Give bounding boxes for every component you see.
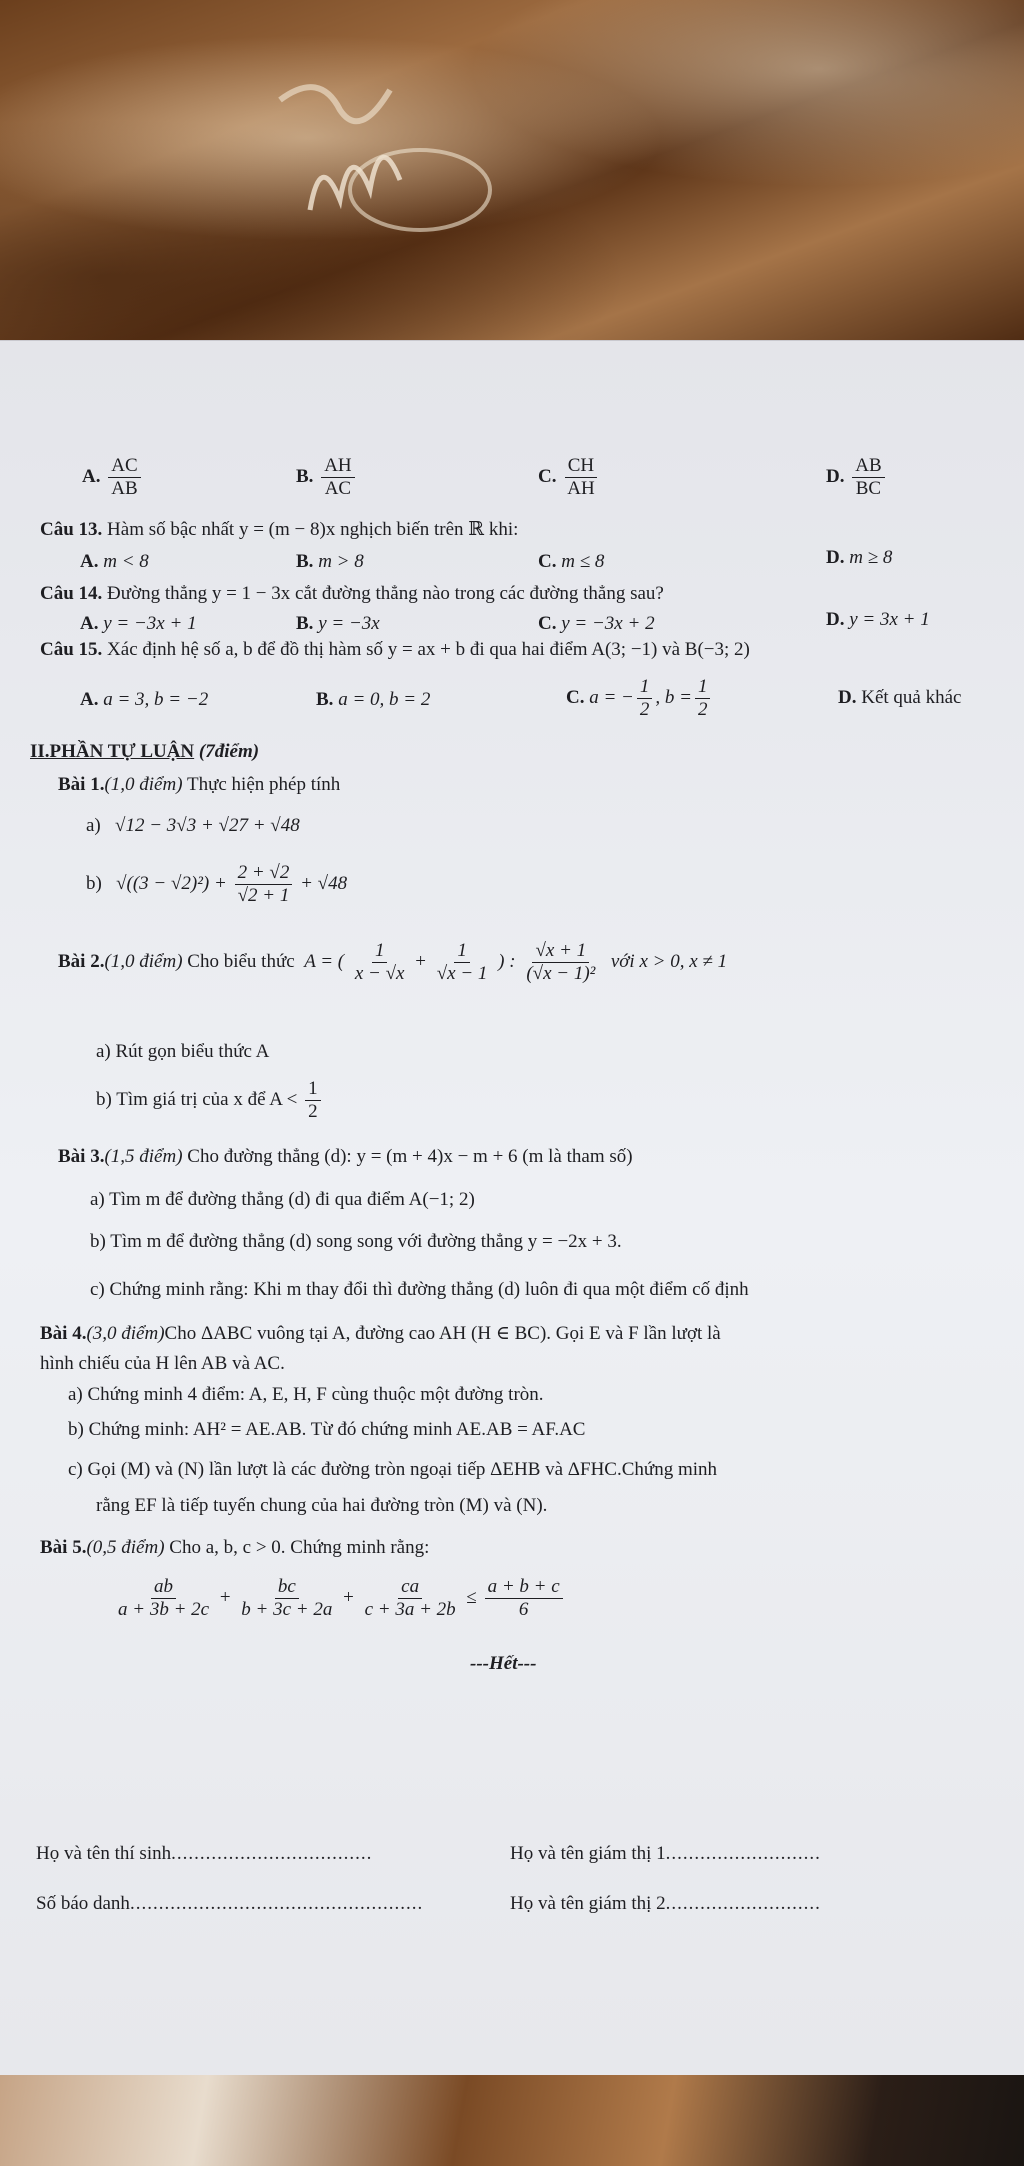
part-text: b) Tìm m để đường thẳng (d) song song với đường thẳng y = −2x + 3.: [90, 1231, 622, 1252]
q13-option-c: [538, 550, 604, 574]
footer-sbd: [36, 1892, 423, 1916]
numerator: a + b + c: [485, 1576, 563, 1599]
option-text: y = −3x: [318, 613, 380, 634]
denominator: a + 3b + 2c: [118, 1599, 210, 1620]
fraction: [115, 1576, 212, 1621]
numerator: 1: [372, 940, 388, 963]
numerator: ab: [151, 1576, 176, 1599]
option-label: C.: [538, 613, 557, 634]
bai1-part-b: [86, 862, 347, 907]
question-label: Câu 13.: [40, 519, 103, 540]
denominator: b + 3c + 2a: [241, 1599, 333, 1620]
problem-text: Thực hiện phép tính: [186, 774, 341, 795]
denominator: 2: [697, 699, 708, 720]
desk-scribble-drawing: [270, 60, 570, 260]
bai4-part-c-line2: [96, 1494, 547, 1518]
option-text: m < 8: [103, 551, 149, 572]
part-text: rằng EF là tiếp tuyến chung của hai đường tròn (M) và (N).: [96, 1495, 548, 1516]
fraction: [352, 940, 408, 985]
part-text: c) Chứng minh rằng: Khi m thay đổi thì đường thẳng (d) luôn đi qua một điểm cố định: [90, 1279, 749, 1300]
field-label: Họ và tên thí sinh: [36, 1843, 172, 1864]
question-label: Câu 14.: [40, 583, 103, 604]
fraction: [637, 676, 653, 721]
problem-label: Bài 3.: [58, 1146, 105, 1167]
desk-background-top: [0, 0, 1024, 345]
part-label: a): [86, 815, 101, 836]
expression: A = (: [304, 950, 345, 972]
operator: +: [415, 950, 426, 972]
q13-option-a: [80, 550, 149, 574]
q15-stem: [40, 638, 750, 662]
option-text: a = 0, b = 2: [338, 689, 431, 710]
option-label: A.: [82, 465, 101, 487]
operator: +: [343, 1586, 354, 1608]
bai5-inequality: [112, 1576, 566, 1621]
part-text: a) Tìm m để đường thẳng (d) đi qua điểm A(−1; 2): [90, 1189, 475, 1210]
q12-option-b: [296, 455, 358, 500]
option-text: y = −3x + 2: [561, 613, 655, 634]
denominator: 6: [518, 1599, 529, 1620]
problem-text: Cho ΔABC vuông tại A, đường cao AH (H ∈ BC). Gọi E và F lần lượt là: [164, 1323, 721, 1344]
denominator: AC: [324, 478, 352, 499]
part-text: a) Rút gọn biểu thức A: [96, 1041, 270, 1062]
q14-option-c: [538, 612, 655, 636]
problem-text: Cho a, b, c > 0. Chứng minh rằng:: [169, 1537, 430, 1558]
q13-stem: [40, 518, 518, 542]
option-label: B.: [296, 465, 314, 487]
expression: √((3 − √2)²) +: [116, 872, 227, 894]
option-label: A.: [80, 551, 99, 572]
option-text: a = 3, b = −2: [103, 689, 209, 710]
part-label: b): [86, 872, 102, 894]
q14-option-b: [296, 612, 380, 636]
option-text: m ≤ 8: [561, 551, 605, 572]
operator: ≤: [466, 1586, 477, 1608]
bai2-part-a: [96, 1040, 269, 1064]
bai4-stem: [40, 1322, 721, 1346]
problem-label: Bài 1.: [58, 774, 105, 795]
denominator: √2 + 1: [237, 885, 290, 906]
fraction: [485, 1576, 563, 1621]
numerator: 1: [454, 940, 470, 963]
numerator: ca: [398, 1576, 422, 1599]
numerator: AB: [852, 455, 884, 478]
bai3-stem: [58, 1145, 633, 1169]
bai4-part-c: [68, 1458, 717, 1482]
numerator: 1: [305, 1078, 321, 1101]
section-2-heading: [30, 740, 259, 764]
condition: với x > 0, x ≠ 1: [610, 950, 728, 972]
problem-points: (1,5 điểm): [104, 1146, 183, 1167]
q13-option-b: [296, 550, 364, 574]
fraction: [564, 455, 597, 500]
fill-line: ...................................................: [129, 1893, 424, 1914]
fill-line: ...........................: [665, 1893, 821, 1914]
numerator: bc: [275, 1576, 299, 1599]
field-label: Họ và tên giám thị 2: [510, 1893, 666, 1914]
problem-text: hình chiếu của H lên AB và AC.: [40, 1353, 285, 1374]
problem-points: (0,5 điểm): [86, 1537, 165, 1558]
option-text: y = 3x + 1: [849, 609, 930, 630]
option-label: D.: [838, 687, 857, 708]
denominator: 2: [639, 699, 650, 720]
bai1-part-a: [86, 814, 300, 838]
option-label: C.: [538, 551, 557, 572]
expression: √12 − 3√3 + √27 + √48: [115, 815, 300, 836]
q12-option-c: [538, 455, 601, 500]
option-label: C.: [566, 686, 585, 708]
q14-stem: [40, 582, 664, 606]
q12-option-a: [82, 455, 144, 500]
denominator: AH: [567, 478, 595, 499]
fraction: [362, 1576, 459, 1621]
question-text: Xác định hệ số a, b để đồ thị hàm số y = ax + b đi qua hai điểm A(3; −1) và B(−3; 2): [107, 639, 750, 660]
numerator: 1: [637, 676, 653, 699]
problem-points: (1,0 điểm): [104, 950, 183, 972]
bai3-part-b: [90, 1230, 622, 1254]
option-label: D.: [826, 547, 845, 568]
bai2-stem: [58, 940, 727, 985]
denominator: √x − 1: [436, 963, 488, 984]
q15-option-c: [566, 676, 713, 721]
part-text: c) Gọi (M) và (N) lần lượt là các đường tròn ngoại tiếp ΔEHB và ΔFHC.Chứng minh: [68, 1459, 718, 1480]
problem-label: Bài 2.: [58, 950, 105, 972]
fraction: [238, 1576, 335, 1621]
fraction: [434, 940, 491, 985]
fraction: [321, 455, 354, 500]
option-label: C.: [538, 465, 557, 487]
option-label: B.: [296, 551, 314, 572]
bai4-stem-line2: [40, 1352, 285, 1376]
section-title: II.PHẦN TỰ LUẬN: [30, 741, 195, 762]
bai3-part-c: [90, 1278, 749, 1302]
expression: + √48: [300, 872, 348, 894]
option-text: m > 8: [318, 551, 364, 572]
problem-text: Cho biểu thức: [187, 950, 295, 972]
option-text: a = −: [589, 686, 634, 708]
fraction: [108, 455, 140, 500]
q14-option-d: [826, 608, 930, 632]
numerator: 2 + √2: [235, 862, 293, 885]
problem-label: Bài 5.: [40, 1537, 87, 1558]
section-points: (7điểm): [198, 741, 260, 762]
option-label: A.: [80, 689, 99, 710]
option-label: B.: [316, 689, 334, 710]
field-label: Số báo danh: [36, 1893, 130, 1914]
numerator: CH: [565, 455, 597, 478]
footer-invigilator-2: [510, 1892, 821, 1916]
footer-candidate-name: [36, 1842, 372, 1866]
q13-option-d: [826, 546, 892, 570]
q14-option-a: [80, 612, 197, 636]
option-label: B.: [296, 613, 314, 634]
denominator: c + 3a + 2b: [364, 1599, 456, 1620]
question-text: Hàm số bậc nhất y = (m − 8)x nghịch biến trên ℝ khi:: [107, 519, 519, 540]
problem-text: Cho đường thẳng (d): y = (m + 4)x − m + 6 (m là tham số): [187, 1146, 633, 1167]
option-text: y = −3x + 1: [103, 613, 197, 634]
fill-line: ...........................: [665, 1843, 821, 1864]
desk-background-bottom: [0, 2075, 1024, 2166]
part-text: a) Chứng minh 4 điểm: A, E, H, F cùng thuộc một đường tròn.: [68, 1384, 544, 1405]
numerator: 1: [695, 676, 711, 699]
option-text: Kết quả khác: [861, 687, 962, 708]
bai5-stem: [40, 1536, 429, 1560]
q12-option-d: [826, 455, 888, 500]
option-label: D.: [826, 609, 845, 630]
problem-points: (3,0 điểm): [86, 1323, 165, 1344]
part-text: b) Chứng minh: AH² = AE.AB. Từ đó chứng minh AE.AB = AF.AC: [68, 1419, 586, 1440]
operator: +: [219, 1586, 231, 1608]
denominator: AB: [111, 478, 138, 499]
expression: ) :: [498, 950, 516, 972]
fraction: [695, 676, 711, 721]
option-label: D.: [826, 465, 845, 487]
bai4-part-b: [68, 1418, 585, 1442]
q15-option-b: [316, 688, 430, 712]
bai1-stem: [58, 773, 340, 797]
denominator: 2: [308, 1101, 318, 1122]
option-label: A.: [80, 613, 99, 634]
denominator: BC: [855, 478, 882, 499]
question-text: Đường thẳng y = 1 − 3x cắt đường thẳng nào trong các đường thẳng sau?: [107, 583, 664, 604]
numerator: √x + 1: [532, 940, 589, 963]
option-text: m ≥ 8: [849, 547, 893, 568]
fraction: [852, 455, 884, 500]
numerator: AH: [321, 455, 354, 478]
footer-invigilator-1: [510, 1842, 821, 1866]
denominator: x − √x: [354, 963, 405, 984]
fraction: [523, 940, 598, 985]
denominator: (√x − 1)²: [526, 963, 596, 984]
bai4-part-a: [68, 1383, 544, 1407]
bai3-part-a: [90, 1188, 475, 1212]
bai2-part-b: [96, 1078, 324, 1123]
numerator: AC: [108, 455, 140, 478]
part-text: b) Tìm giá trị của x để A <: [96, 1088, 298, 1110]
q15-option-d: [838, 686, 961, 710]
question-label: Câu 15.: [40, 639, 103, 660]
fraction: [235, 862, 293, 907]
option-text: , b =: [655, 686, 692, 708]
q15-option-a: [80, 688, 208, 712]
fill-line: ...................................: [171, 1843, 373, 1864]
fraction: [305, 1078, 321, 1123]
problem-points: (1,0 điểm): [104, 774, 183, 795]
field-label: Họ và tên giám thị 1: [510, 1843, 666, 1864]
end-marker: ---Hết---: [470, 1653, 537, 1674]
problem-label: Bài 4.: [40, 1323, 87, 1344]
